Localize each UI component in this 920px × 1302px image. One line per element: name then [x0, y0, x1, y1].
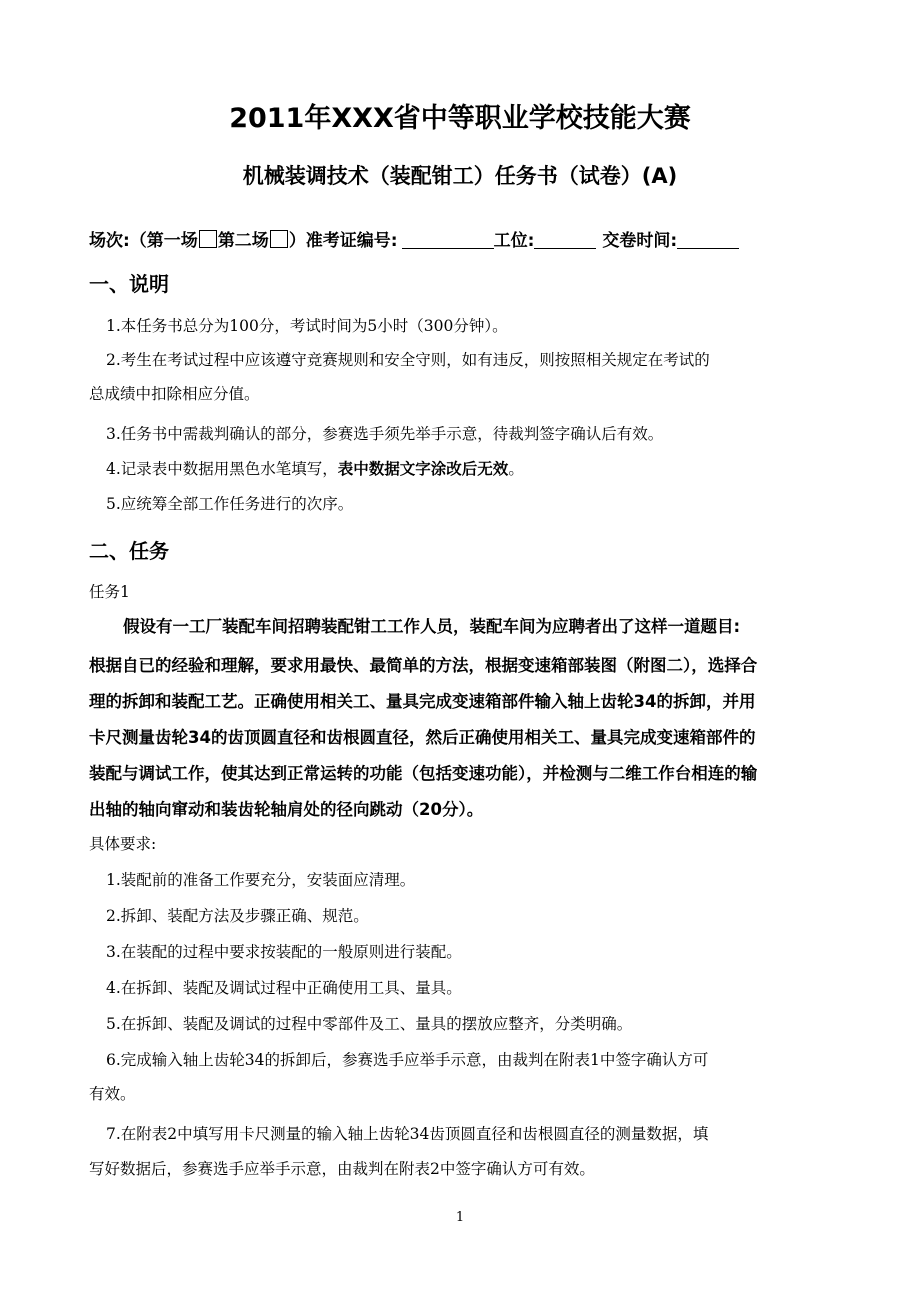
- requirement-1: 1.装配前的准备工作要充分，安装面应清理。: [106, 871, 416, 889]
- section-heading-tasks: 二、任务: [89, 539, 169, 563]
- page-subtitle: 机械装调技术（装配钳工）任务书（试卷）(A): [242, 164, 678, 188]
- instruction-item-2-cont: 总成绩中扣除相应分值。: [89, 385, 260, 403]
- task-label: 任务1: [89, 583, 130, 601]
- task-paragraph-line-3: 理的拆卸和装配工艺。正确使用相关工、量具完成变速箱部件输入轴上齿轮34的拆卸，并用: [89, 692, 756, 711]
- task-paragraph-line-1: 假设有一工厂装配车间招聘装配钳工工作人员，装配车间为应聘者出了这样一道题目:: [123, 617, 741, 636]
- instruction-item-2: 2.考生在考试过程中应该遵守竞赛规则和安全守则，如有违反，则按照相关规定在考试的: [106, 351, 710, 369]
- task-paragraph-line-2: 根据自已的经验和理解，要求用最快、最简单的方法，根据变速箱部装图（附图二），选择合: [89, 656, 758, 675]
- station-label: 工位:: [493, 231, 535, 251]
- submit-time-label: 交卷时间:: [602, 231, 678, 251]
- page-title: 2011年XXX省中等职业学校技能大赛: [229, 103, 691, 134]
- section-heading-instructions: 一、说明: [89, 272, 169, 296]
- requirement-2: 2.拆卸、装配方法及步骤正确、规范。: [106, 907, 369, 925]
- requirement-5: 5.在拆卸、装配及调试的过程中零部件及工、量具的摆放应整齐，分类明确。: [106, 1015, 633, 1033]
- task-paragraph-line-6: 出轴的轴向窜动和装齿轮轴肩处的径向跳动（20分）。: [89, 800, 484, 819]
- task-paragraph-line-5: 装配与调试工作，使其达到正常运转的功能（包括变速功能），并检测与二维工作台相连的输: [89, 764, 758, 783]
- instruction-item-4: [106, 457, 851, 479]
- instruction-item-4-end: 。: [508, 460, 524, 478]
- station-blank[interactable]: [534, 232, 596, 249]
- requirement-6: 6.完成输入轴上齿轮34的拆卸后，参赛选手应举手示意，由裁判在附表1中签字确认方可: [106, 1051, 709, 1069]
- second-session-label: 第二场: [217, 231, 269, 251]
- exam-number-blank[interactable]: [402, 232, 494, 249]
- task-paragraph-line-4: 卡尺测量齿轮34的齿顶圆直径和齿根圆直径，然后正确使用相关工、量具完成变速箱部件的: [89, 728, 756, 747]
- submit-time-blank[interactable]: [677, 232, 739, 249]
- instruction-item-4-emphasis: 表中数据文字涂改后无效: [337, 459, 509, 478]
- requirement-4: 4.在拆卸、装配及调试过程中正确使用工具、量具。: [106, 979, 462, 997]
- exam-number-label: ）准考证编号:: [288, 231, 398, 251]
- session-prefix: 场次:（第一场: [89, 231, 198, 251]
- requirements-label: 具体要求:: [89, 835, 157, 853]
- instruction-item-1: 1.本任务书总分为100分，考试时间为5小时（300分钟）。: [106, 317, 508, 335]
- requirement-7-cont: 写好数据后，参赛选手应举手示意，由裁判在附表2中签字确认方可有效。: [89, 1160, 595, 1178]
- instruction-item-5: 5.应统筹全部工作任务进行的次序。: [106, 495, 354, 513]
- instruction-item-3: 3.任务书中需裁判确认的部分，参赛选手须先举手示意，待裁判签字确认后有效。: [106, 425, 664, 443]
- requirement-3: 3.在装配的过程中要求按装配的一般原则进行装配。: [106, 943, 462, 961]
- instruction-item-4-text: 4.记录表中数据用黑色水笔填写，: [106, 460, 338, 478]
- second-session-checkbox[interactable]: [270, 230, 288, 248]
- first-session-checkbox[interactable]: [199, 230, 217, 248]
- session-info-row: [89, 226, 849, 251]
- requirement-6-cont: 有效。: [89, 1085, 136, 1103]
- page-number: 1: [455, 1210, 465, 1225]
- requirement-7: 7.在附表2中填写用卡尺测量的输入轴上齿轮34齿顶圆直径和齿根圆直径的测量数据，填: [106, 1125, 709, 1143]
